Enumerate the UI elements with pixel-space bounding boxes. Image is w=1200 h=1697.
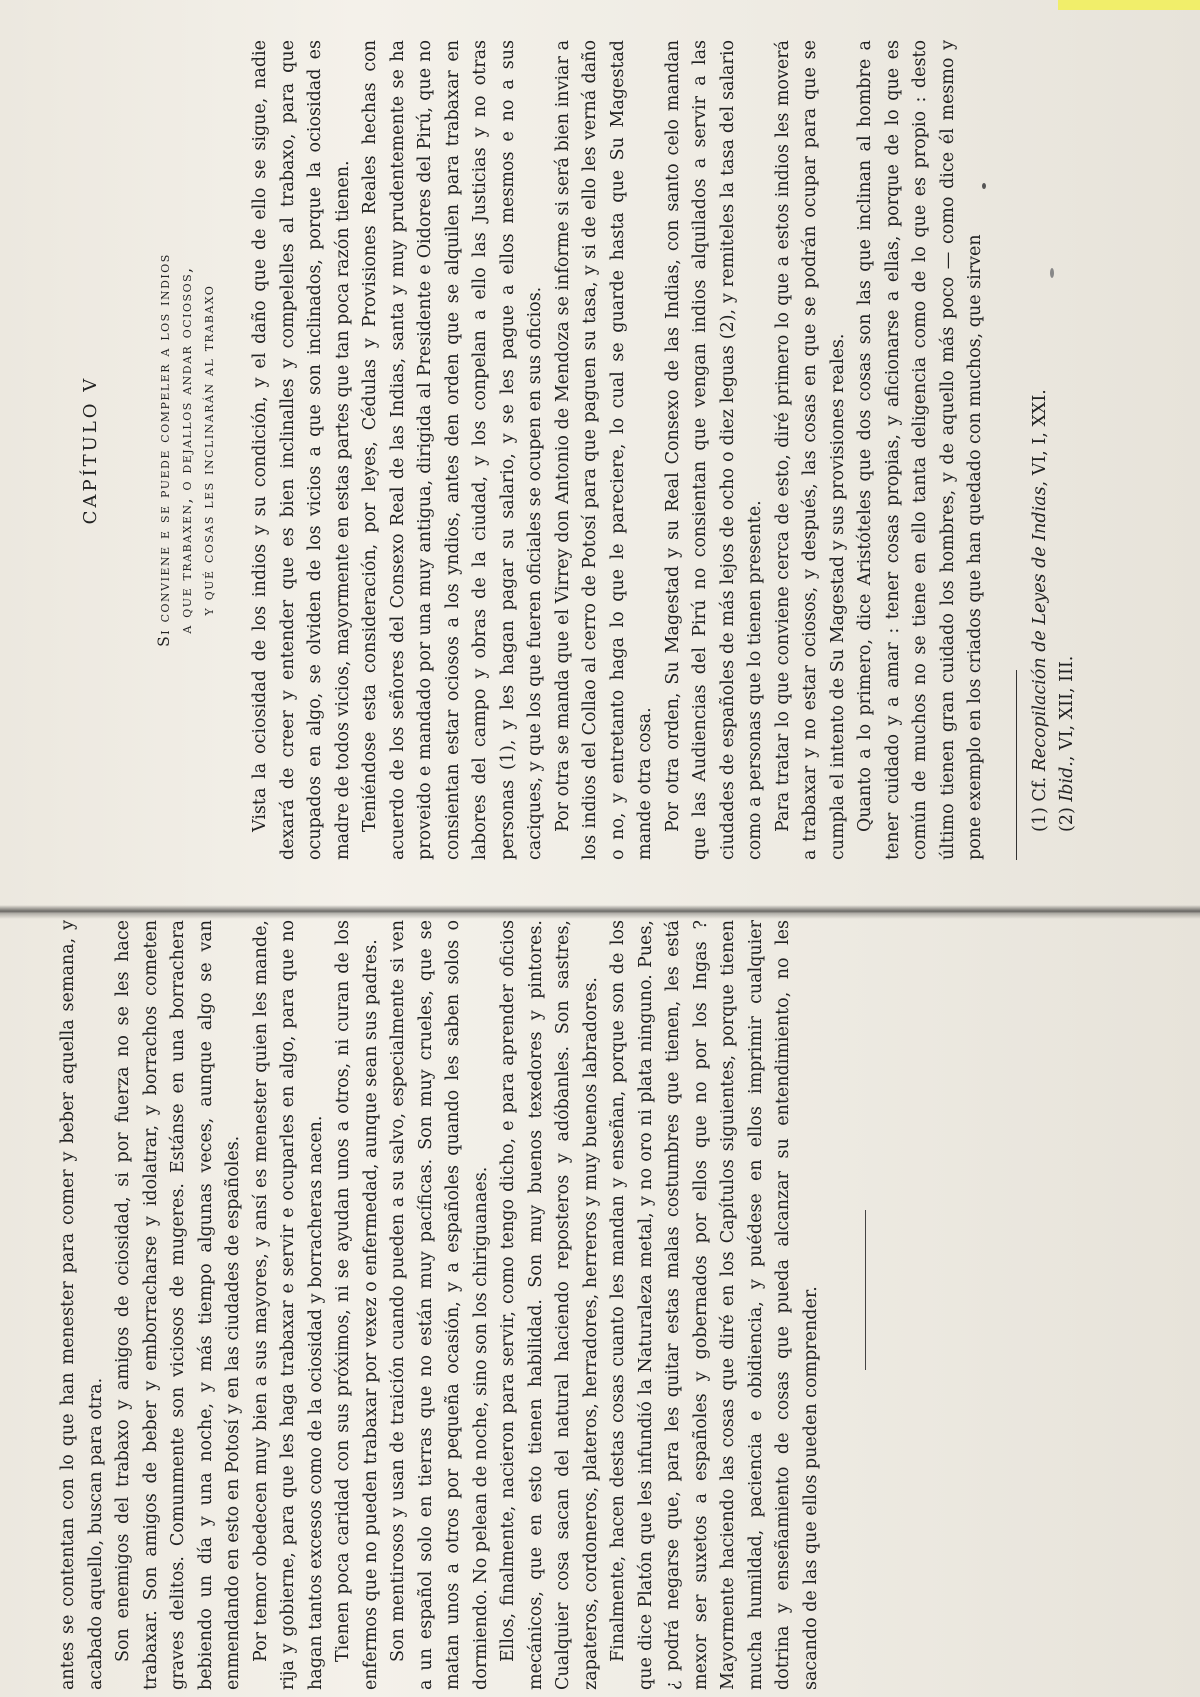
page-chapter-v <box>40 40 1150 860</box>
highlighter-mark <box>1058 0 1200 10</box>
footnote-mark: (2) <box>1057 807 1077 832</box>
paragraph: Son enemigos del trabaxo y amigos de ociosidad, si por fuerza no se les hace trabaxar. Son amigos de beber y emborracharse y idolatrar, y borrachos cometen graves delitos. Comunmente son viciosos de mugeres. Estánse en una borrachera bebiendo un día y una noche, y más tiempo algunas veces, aunque algo se van enmendando en esto en Potosí y en las ciudades de españoles. <box>113 920 243 1690</box>
footnote-rule <box>1016 670 1017 860</box>
footnote-source: Recopilación de Leyes de Indias <box>1029 486 1050 772</box>
chapter-heading-line: Si conviene e se puede compeler a los indios <box>155 253 173 647</box>
footnote-1 <box>1027 40 1055 860</box>
paragraph: Finalmente, hacen destas cosas cuanto les mandan y enseñan, porque son de los que dice Platón que les infundió la Naturaleza metal, y no oro ni plata ninguno. Pues, ¿ podrá negarse que, para les quitar estas malas costumbres que tienen, les está mexor ser suxetos a españoles y gobernados por ellos que no por los Ingas ? Mayormente haciendo las cosas que diré en los Capítulos siguientes, porque tienen mucha humildad, paciencia e obidiencia, y puédese en ellos imprimir cualquier dotrina y enseñamiento de cosas que pueda alcanzar su entendimiento, no les sacando de las que ellos pueden comprender. <box>608 920 821 1690</box>
paragraph: Por temor obedecen muy bien a sus mayores, y ansí es menester quien les mande, rija y gobierne, para que les haga trabaxar e servir e ocuparles en algo, para que no hagan tantos excesos como de la ociosidad y borracheras nacen. <box>250 920 326 1690</box>
paragraph: Quanto a lo primero, dice Aristóteles que dos cosas son las que inclinan al hombre a tener cuidado y a amar : tener cosas propias, y aficionarse a ellas, porque de lo que es común de muchos no se tiene en ello tanta deligencia como de lo que es propio : desto último tienen gran cuidado los hombres, y de aquello más poco — como dice él mesmo y pone exemplo en los criados que han quedado con muchos, que sirven <box>855 40 985 860</box>
paragraph: Son mentirosos y usan de traición cuando pueden a su salvo, especialmente si ven a un español solo en tierras que no están muy pacíficas. Son muy crueles, que se matan unos a otros por pequeña ocasión, y a españoles quando les saben solos o dormiendo. No pelean de noche, sino son los chiriguanaes. <box>388 920 491 1690</box>
chapter-heading-line: y qué cosas les inclinarán al trabaxo <box>199 284 217 616</box>
paragraph: Por otra orden, Su Magestad y su Real Consexo de las Indias, con santo celo mandan que las Audiencias del Pirú no consientan que vengan indios alquilados a servir a las ciudades de españoles de más lejos de ocho o diez leguas (2), y remiteles la tasa del salario como a personas que lo tienen presente. <box>662 40 765 860</box>
paragraph: Teniéndose esta consideración, por leyes, Cédulas y Provisiones Reales hechas con acuerdo de los señores del Consexo Real de las Indias, santa y muy prudentemente se ha proveido e mandado por una muy antigua, dirigida al Presidente e Oidores del Pirú, que no consientan estar ociosos a los yndios, antes den orden que se alquilen para trabaxar en labores del campo y obras de la ciudad, y los conpelan a ello las Justicias y no otras personas (1), y les hagan pagar su salario, y se les pague a ellos mesmos e no a sus caciques, y que los que fueren oficiales se ocupen en sus oficios. <box>360 40 545 860</box>
paragraph: Vista la ociosidad de los indios y su condición, y el daño que de ello se sigue, nadie dexará de creer y entender que es bien inclinalles y compelelles al trabaxo, para que ocupados en algo, se olviden de los vicios a que son inclinados, porque la ociosidad es madre de todos vicios, mayormente en estas partes que tan poca razón tienen. <box>250 40 353 860</box>
chapter-heading-line: a que trabaxen, o dejallos andar ociosos, <box>177 266 195 634</box>
paragraph: antes se contentan con lo que han menester para comer y beber aquella semana, y acabado aquello, buscan para otra. <box>58 920 106 1690</box>
paragraph: Tienen poca caridad con sus próximos, ni se ayudan unos a otros, ni curan de los enfermos que no pueden trabaxar por vexez o enfermedad, aunque sean sus padres. <box>333 920 381 1690</box>
paragraph: Para tratar lo que conviene cerca de esto, diré primero lo que a estos indios les moverá a trabaxar y no estar ociosos, y después, las cosas en que se podrán ocupar para que se cumpla el intento de Su Magestad y sus provisiones reales. <box>772 40 848 860</box>
book-spine-shadow <box>0 905 1200 919</box>
footnote-mark: (1) <box>1029 807 1050 832</box>
chapter-heading <box>153 80 219 820</box>
footnote-text: , VI, I, XXI. <box>1029 389 1050 487</box>
footnote-text: , VI, XII, III. <box>1057 655 1077 762</box>
ink-speck <box>1050 268 1054 278</box>
paragraph: Por otra se manda que el Virrey don Antonio de Mendoza se informe si será bien inviar a los indios del Collao al cerro de Potosí para que paguen su tasa, y si de ello les verná daño o no, y entretanto haga lo que le pareciere, lo cual se guarde hasta que Su Magestad mande otra cosa. <box>552 40 655 860</box>
end-rule <box>865 1210 866 1370</box>
ink-speck <box>982 183 986 189</box>
footnote-source: Ibid. <box>1057 761 1077 802</box>
page-previous <box>55 920 915 1690</box>
footnote-2 <box>1054 40 1082 860</box>
footnote-text: Cf. <box>1029 771 1050 802</box>
paragraph: Ellos, finalmente, nacieron para servir, como tengo dicho, e para aprender oficios mecánicos, que en esto tienen habilidad. Son muy buenos texedores y pintores. Cualquier cosa sacan del natural haciendo reposteros y adóbanles. Son sastres, zapateros, cordoneros, plateros, herradores, herreros y muy buenos labradores. <box>498 920 601 1690</box>
chapter-title: CAPÍTULO V <box>80 375 101 525</box>
